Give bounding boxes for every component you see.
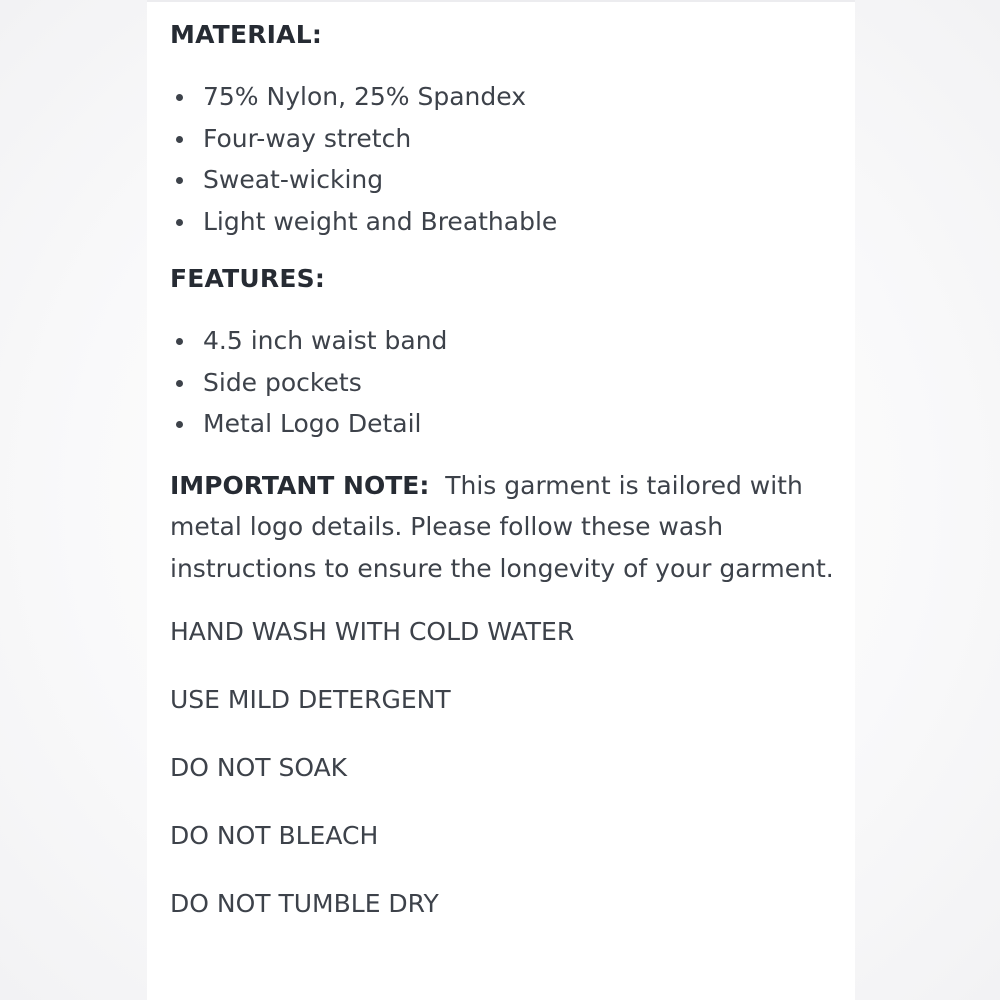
material-item: Sweat-wicking <box>203 165 384 194</box>
bullet-icon <box>176 219 183 226</box>
features-heading: FEATURES: <box>170 264 326 293</box>
important-note-label: IMPORTANT NOTE: <box>170 470 430 500</box>
wash-instruction: DO NOT SOAK <box>170 753 348 782</box>
bullet-icon <box>176 380 183 387</box>
important-note <box>170 465 840 590</box>
feature-item: Side pockets <box>203 367 362 397</box>
wash-instructions <box>170 615 855 921</box>
bullet-icon <box>176 136 183 143</box>
wash-instruction: DO NOT TUMBLE DRY <box>170 889 439 918</box>
bullet-icon <box>176 177 183 184</box>
list-item <box>170 403 855 445</box>
features-list <box>170 320 855 445</box>
feature-item: Metal Logo Detail <box>203 409 422 438</box>
list-item <box>170 320 855 362</box>
wash-instruction: USE MILD DETERGENT <box>170 685 451 714</box>
list-item <box>170 159 855 201</box>
material-item: 75% Nylon, 25% Spandex <box>203 82 527 111</box>
feature-item: 4.5 inch waist band <box>203 326 448 355</box>
bullet-icon <box>176 94 183 101</box>
list-item <box>170 362 855 404</box>
list-item <box>170 201 855 243</box>
material-heading: MATERIAL: <box>170 20 323 49</box>
important-note-text: This garment is tailored with metal logo details. Please follow these wash instructions to ensure the longevity of your garment. <box>170 470 834 583</box>
material-item: Four-way stretch <box>203 123 412 153</box>
wash-instruction: HAND WASH WITH COLD WATER <box>170 617 575 646</box>
material-list <box>170 76 855 242</box>
material-item: Light weight and Breathable <box>203 206 558 236</box>
list-item <box>170 118 855 160</box>
bullet-icon <box>176 421 183 428</box>
product-description-panel <box>147 0 855 1000</box>
list-item <box>170 76 855 118</box>
wash-instruction: DO NOT BLEACH <box>170 821 379 850</box>
bullet-icon <box>176 338 183 345</box>
